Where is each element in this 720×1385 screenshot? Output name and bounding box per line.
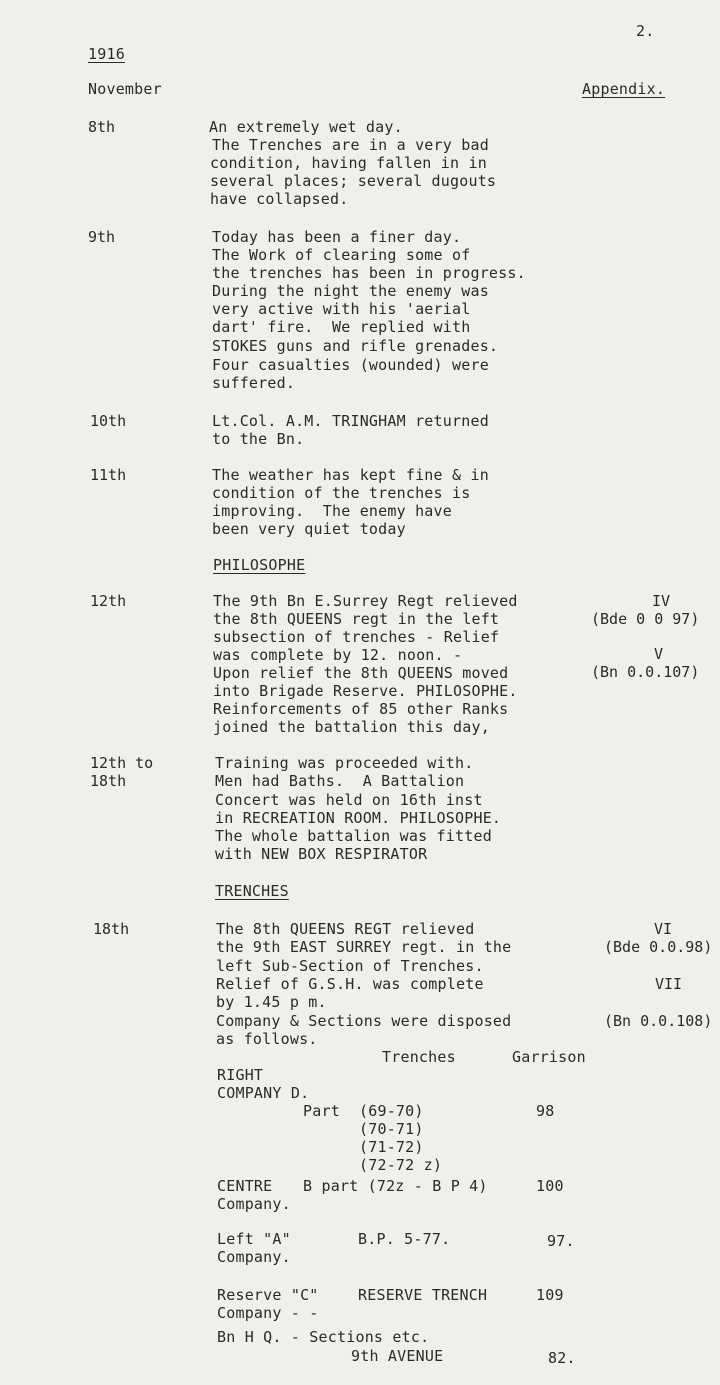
entry-date: 10th bbox=[90, 412, 127, 430]
entry-line: with NEW BOX RESPIRATOR bbox=[215, 845, 428, 863]
trench-ref: (72-72 z) bbox=[359, 1156, 443, 1174]
entry-line: in RECREATION ROOM. PHILOSOPHE. bbox=[215, 809, 502, 827]
trench-ref: B.P. 5-77. bbox=[358, 1230, 451, 1248]
entry-line: been very quiet today bbox=[212, 520, 406, 538]
entry-line: condition, having fallen in in bbox=[210, 154, 487, 172]
garrison-count: 82. bbox=[548, 1349, 576, 1367]
entry-line: The Work of clearing some of bbox=[212, 246, 471, 264]
column-header-trenches: Trenches bbox=[382, 1048, 456, 1066]
entry-line: Concert was held on 16th inst bbox=[215, 791, 483, 809]
company-label: Bn H Q. - Sections etc. bbox=[217, 1328, 430, 1346]
entry-line: An extremely wet day. bbox=[209, 118, 403, 136]
entry-date: 12th to bbox=[90, 754, 154, 772]
garrison-count: 97. bbox=[547, 1232, 575, 1250]
entry-line: into Brigade Reserve. PHILOSOPHE. bbox=[213, 682, 518, 700]
entry-line: suffered. bbox=[212, 374, 296, 392]
company-label: Company. bbox=[217, 1195, 291, 1213]
entry-line: very active with his 'aerial bbox=[212, 300, 471, 318]
location-heading: PHILOSOPHE bbox=[213, 556, 306, 574]
year-heading: 1916 bbox=[88, 45, 125, 63]
entry-date: 18th bbox=[90, 772, 127, 790]
trench-ref: (71-72) bbox=[359, 1138, 424, 1156]
appendix-ref: VI bbox=[654, 920, 673, 938]
entry-line: Training was proceeded with. bbox=[215, 754, 474, 772]
company-label: Company - - bbox=[217, 1304, 319, 1322]
appendix-ref: (Bde 0 0 97) bbox=[591, 610, 700, 628]
company-label: CENTRE bbox=[217, 1177, 273, 1195]
trench-ref: RESERVE TRENCH bbox=[358, 1286, 488, 1304]
entry-line: The 9th Bn E.Surrey Regt relieved bbox=[213, 592, 518, 610]
entry-line: joined the battalion this day, bbox=[213, 718, 490, 736]
entry-line: During the night the enemy was bbox=[212, 282, 489, 300]
location-heading: TRENCHES bbox=[215, 882, 289, 900]
company-label: Reserve "C" bbox=[217, 1286, 319, 1304]
entry-line: Upon relief the 8th QUEENS moved bbox=[213, 664, 509, 682]
entry-line: left Sub-Section of Trenches. bbox=[216, 957, 484, 975]
column-header-garrison: Garrison bbox=[512, 1048, 586, 1066]
company-label: Left "A" bbox=[217, 1230, 291, 1248]
appendix-ref: VII bbox=[655, 975, 683, 993]
entry-line: The whole battalion was fitted bbox=[215, 827, 492, 845]
entry-line: improving. The enemy have bbox=[212, 502, 452, 520]
entry-line: The Trenches are in a very bad bbox=[212, 136, 489, 154]
entry-line: by 1.45 p m. bbox=[216, 993, 327, 1011]
appendix-ref: IV bbox=[652, 592, 671, 610]
entry-line: the 8th QUEENS regt in the left bbox=[213, 610, 500, 628]
entry-line: several places; several dugouts bbox=[210, 172, 497, 190]
entry-line: condition of the trenches is bbox=[212, 484, 471, 502]
entry-date: 8th bbox=[88, 118, 116, 136]
trench-ref: 9th AVENUE bbox=[351, 1347, 444, 1365]
appendix-heading: Appendix. bbox=[582, 80, 666, 98]
company-label: RIGHT bbox=[217, 1066, 264, 1084]
entry-line: the 9th EAST SURREY regt. in the bbox=[216, 938, 512, 956]
trench-ref: (69-70) bbox=[359, 1102, 424, 1120]
appendix-ref: (Bn 0.0.107) bbox=[591, 663, 700, 681]
trench-ref: (70-71) bbox=[359, 1120, 424, 1138]
appendix-ref: (Bn 0.0.108) bbox=[604, 1012, 713, 1030]
entry-line: dart' fire. We replied with bbox=[212, 318, 471, 336]
entry-line: have collapsed. bbox=[210, 190, 349, 208]
page-number: 2. bbox=[636, 22, 655, 40]
trench-part-label: Part bbox=[303, 1102, 340, 1120]
entry-line: Men had Baths. A Battalion bbox=[215, 772, 465, 790]
entry-line: as follows. bbox=[216, 1030, 318, 1048]
entry-line: Today has been a finer day. bbox=[212, 228, 462, 246]
entry-line: The weather has kept fine & in bbox=[212, 466, 489, 484]
entry-line: STOKES guns and rifle grenades. bbox=[212, 337, 499, 355]
month-label: November bbox=[88, 80, 162, 98]
entry-date: 12th bbox=[90, 592, 127, 610]
trench-ref: B part (72z - B P 4) bbox=[303, 1177, 488, 1195]
entry-line: Reinforcements of 85 other Ranks bbox=[213, 700, 509, 718]
entry-line: the trenches has been in progress. bbox=[212, 264, 526, 282]
entry-line: Relief of G.S.H. was complete bbox=[216, 975, 484, 993]
entry-line: to the Bn. bbox=[212, 430, 305, 448]
garrison-count: 100 bbox=[536, 1177, 564, 1195]
appendix-ref: (Bde 0.0.98) bbox=[604, 938, 713, 956]
company-label: Company. bbox=[217, 1248, 291, 1266]
entry-line: was complete by 12. noon. - bbox=[213, 646, 463, 664]
garrison-count: 98 bbox=[536, 1102, 555, 1120]
entry-line: Four casualties (wounded) were bbox=[212, 356, 489, 374]
entry-line: Lt.Col. A.M. TRINGHAM returned bbox=[212, 412, 489, 430]
entry-line: The 8th QUEENS REGT relieved bbox=[216, 920, 475, 938]
entry-date: 18th bbox=[93, 920, 130, 938]
garrison-count: 109 bbox=[536, 1286, 564, 1304]
entry-date: 9th bbox=[88, 228, 116, 246]
company-label: COMPANY D. bbox=[217, 1084, 310, 1102]
appendix-ref: V bbox=[654, 645, 664, 663]
entry-line: Company & Sections were disposed bbox=[216, 1012, 512, 1030]
entry-date: 11th bbox=[90, 466, 127, 484]
entry-line: subsection of trenches - Relief bbox=[213, 628, 500, 646]
